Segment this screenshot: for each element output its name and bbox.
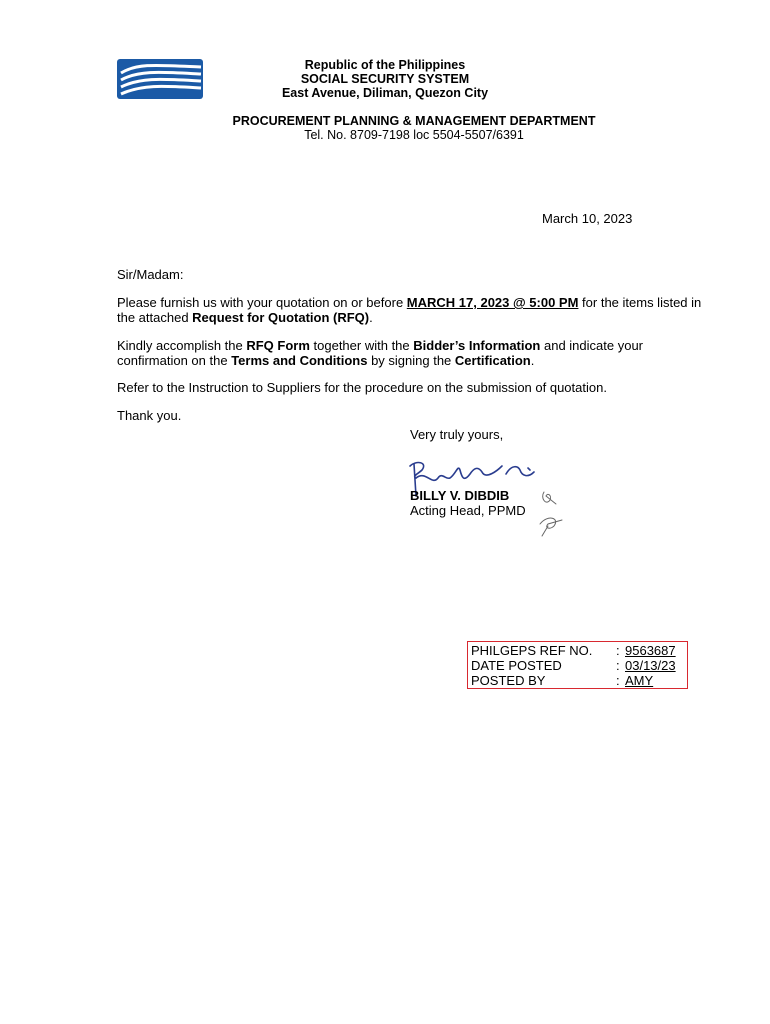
paragraph-refer-instructions: Refer to the Instruction to Suppliers for the procedure on the submission of quotation. xyxy=(117,380,607,395)
p1-text-3: . xyxy=(369,310,373,325)
header-address: East Avenue, Diliman, Quezon City xyxy=(281,86,489,100)
p1-text-1: Please furnish us with your quotation on or before xyxy=(117,295,407,310)
paragraph-quotation-request xyxy=(117,295,707,325)
stamp-label: PHILGEPS REF NO. xyxy=(471,643,593,658)
rfq-form-text: RFQ Form xyxy=(246,338,310,353)
stamp-label: DATE POSTED xyxy=(471,658,562,673)
signer-title: Acting Head, PPMD xyxy=(410,503,526,518)
bidder-info-text: Bidder’s Information xyxy=(413,338,541,353)
philgeps-posting-box xyxy=(467,641,688,689)
stamp-separator: : xyxy=(616,643,620,658)
stamp-separator: : xyxy=(616,673,620,688)
stamp-label: POSTED BY xyxy=(471,673,546,688)
certification-text: Certification xyxy=(454,353,531,368)
letter-date: March 10, 2023 xyxy=(542,211,633,226)
thank-you: Thank you. xyxy=(117,408,182,423)
p1-text-2: for the items listed in the attached xyxy=(117,295,702,325)
header-department: PROCUREMENT PLANNING & MANAGEMENT DEPARTMENT xyxy=(232,114,596,128)
signer-name: BILLY V. DIBDIB xyxy=(410,488,510,503)
rfq-text: Request for Quotation (RFQ) xyxy=(192,310,370,325)
paragraph-instructions xyxy=(117,338,707,368)
deadline-text: MARCH 17, 2023 @ 5:00 PM xyxy=(406,295,579,310)
header-telephone: Tel. No. 8709-7198 loc 5504-5507/6391 xyxy=(304,128,524,142)
stamp-value: 9563687 xyxy=(625,643,676,658)
header-republic: Republic of the Philippines xyxy=(304,58,466,72)
stamp-value: AMY xyxy=(625,673,654,688)
p2-text-5: . xyxy=(530,353,535,368)
stamp-separator: : xyxy=(616,658,620,673)
p2-text-3: and indicate your confirmation on the xyxy=(117,338,643,368)
p2-text-1: Kindly accomplish the xyxy=(117,338,247,353)
stamp-value: 03/13/23 xyxy=(625,658,676,673)
header-agency-name: SOCIAL SECURITY SYSTEM xyxy=(300,72,470,86)
closing: Very truly yours, xyxy=(410,427,504,442)
p2-text-2: together with the xyxy=(309,338,414,353)
terms-text: Terms and Conditions xyxy=(231,353,368,368)
p2-text-4: by signing the xyxy=(367,353,455,368)
salutation: Sir/Madam: xyxy=(117,267,184,282)
